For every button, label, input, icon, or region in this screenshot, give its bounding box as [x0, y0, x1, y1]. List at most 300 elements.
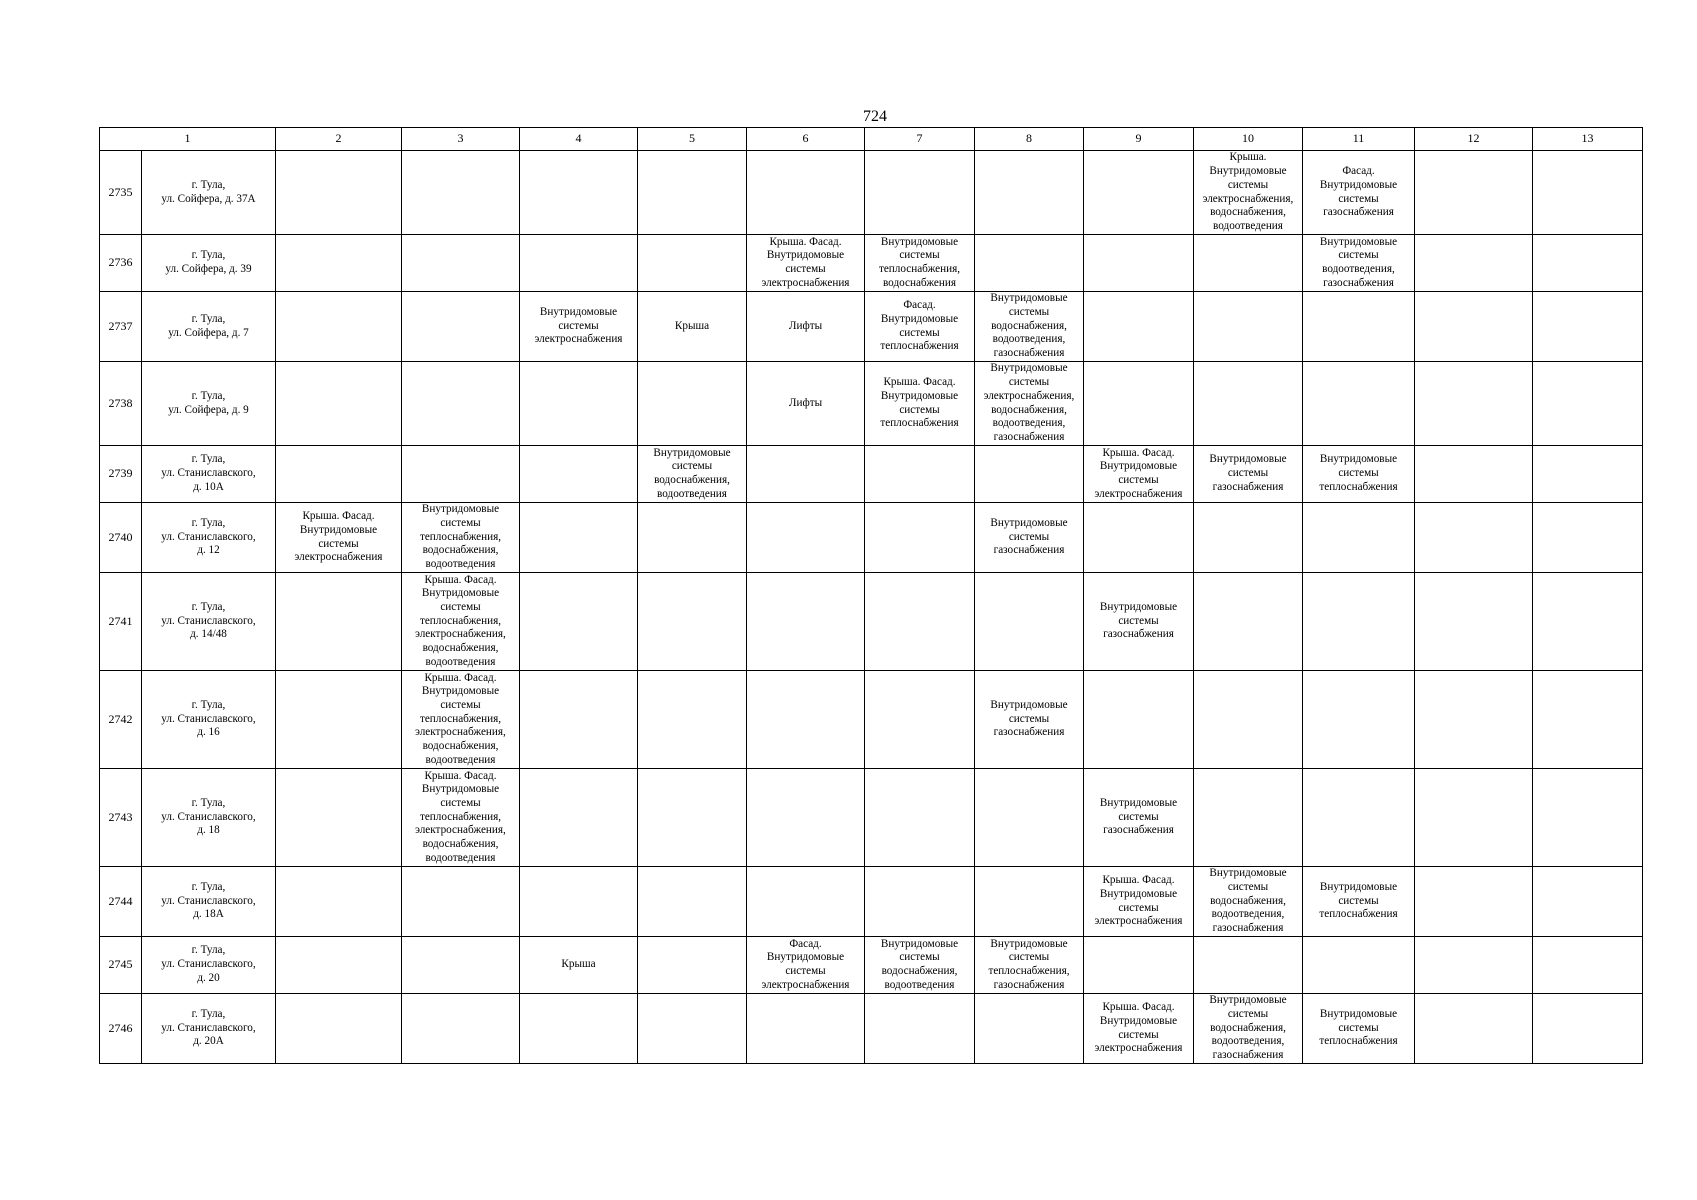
- cell-line: водоснабжения,: [991, 319, 1067, 332]
- work-cell-col-6: [747, 503, 865, 573]
- work-cell-col-11: [1303, 446, 1415, 503]
- work-cell-col-8: [975, 867, 1084, 937]
- cell-line: электроснабжения: [761, 276, 850, 289]
- table-row: [100, 362, 1643, 446]
- work-cell-col-7: [865, 362, 975, 446]
- work-cell-col-11: [1303, 235, 1415, 292]
- cell-line: газоснабжения: [1103, 628, 1174, 641]
- cell-line: системы: [1008, 712, 1050, 725]
- work-cell-col-7: [865, 235, 975, 292]
- cell-line: системы: [671, 460, 713, 473]
- cell-line: Фасад.: [1342, 165, 1375, 178]
- cell-line: газоснабжения: [1323, 276, 1394, 289]
- work-cell-col-11: [1303, 671, 1415, 769]
- cell-line: д. 16: [197, 726, 220, 739]
- work-cell-col-6: [747, 446, 865, 503]
- work-cell-col-9: [1084, 671, 1194, 769]
- work-cell-col-3: [402, 867, 520, 937]
- work-cell-col-8: [975, 292, 1084, 362]
- cell-line: г. Тула,: [191, 312, 226, 325]
- cell-line: системы: [1227, 178, 1269, 191]
- work-cell-col-12: [1415, 994, 1533, 1064]
- cell-line: водоснабжения,: [1210, 894, 1286, 907]
- table-row: [100, 151, 1643, 235]
- work-cell-col-4: [520, 671, 638, 769]
- cell-line: газоснабжения: [1212, 480, 1284, 493]
- cell-line: Крыша. Фасад.: [769, 235, 842, 248]
- work-cell-col-3: [402, 769, 520, 867]
- cell-line: системы: [1008, 530, 1050, 543]
- cell-line: водоснабжения,: [422, 838, 499, 851]
- cell-line: Крыша. Фасад.: [1102, 874, 1175, 887]
- work-cell-col-2: [276, 994, 402, 1064]
- cell-line: газоснабжения: [1212, 1049, 1284, 1062]
- cell-line: ул. Станиславского,: [161, 614, 256, 627]
- work-cell-col-13: [1533, 671, 1643, 769]
- cell-line: Крыша. Фасад.: [883, 376, 956, 389]
- cell-line: ул. Сойфера, д. 9: [168, 403, 249, 416]
- work-cell-col-7: [865, 769, 975, 867]
- cell-line: электроснабжения: [1094, 915, 1183, 928]
- cell-line: ул. Станиславского,: [161, 467, 256, 480]
- cell-line: г. Тула,: [191, 600, 226, 613]
- work-cell-col-6: [747, 573, 865, 671]
- repair-schedule-table: [99, 127, 1643, 1064]
- cell-line: теплоснабжения,: [419, 614, 502, 627]
- work-cell-col-11: [1303, 994, 1415, 1064]
- cell-line: теплоснабжения,: [988, 965, 1070, 977]
- cell-line: г. Тула,: [191, 698, 226, 711]
- cell-line: Внутридомовые: [653, 446, 731, 459]
- cell-line: системы: [1338, 467, 1379, 480]
- cell-line: водоотведения,: [992, 333, 1066, 346]
- cell-line: Крыша. Фасад.: [424, 573, 497, 586]
- work-cell-col-10: [1194, 994, 1303, 1064]
- cell-line: водоснабжения,: [422, 740, 499, 753]
- cell-line: теплоснабжения,: [419, 530, 502, 543]
- work-cell-col-10: [1194, 235, 1303, 292]
- cell-line: водоотведения: [425, 558, 496, 571]
- work-cell-col-13: [1533, 362, 1643, 446]
- cell-line: электроснабжения,: [415, 726, 506, 739]
- work-cell-col-3: [402, 573, 520, 671]
- work-cell-col-3: [402, 446, 520, 503]
- row-number: 2742: [100, 671, 142, 769]
- work-cell-col-6: [747, 151, 865, 235]
- cell-line: Фасад.: [903, 299, 936, 312]
- work-cell-col-3: [402, 235, 520, 292]
- cell-line: Крыша. Фасад.: [302, 510, 375, 523]
- work-cell-col-6: [747, 362, 865, 446]
- work-cell-col-7: [865, 867, 975, 937]
- cell-line: д. 10А: [193, 480, 224, 493]
- cell-line: системы: [440, 600, 481, 613]
- work-cell-col-13: [1533, 151, 1643, 235]
- cell-line: г. Тула,: [191, 944, 226, 957]
- cell-line: системы: [1118, 614, 1159, 627]
- work-cell-col-3: [402, 503, 520, 573]
- work-cell-col-13: [1533, 503, 1643, 573]
- work-cell-col-8: [975, 503, 1084, 573]
- work-cell-col-7: [865, 573, 975, 671]
- cell-line: электроснабжения,: [415, 628, 506, 641]
- table-row: [100, 867, 1643, 937]
- work-cell-col-7: [865, 446, 975, 503]
- work-cell-col-6: [747, 769, 865, 867]
- work-cell-col-5: [638, 292, 747, 362]
- address-cell: [142, 362, 276, 446]
- work-cell-col-4: [520, 867, 638, 937]
- work-cell-col-2: [276, 573, 402, 671]
- row-number: 2741: [100, 573, 142, 671]
- cell-line: газоснабжения: [993, 347, 1065, 360]
- cell-line: водоотведения,: [1211, 1035, 1285, 1048]
- cell-line: электроснабжения,: [415, 824, 506, 837]
- work-cell-col-12: [1415, 671, 1533, 769]
- row-number: 2744: [100, 867, 142, 937]
- work-cell-col-4: [520, 446, 638, 503]
- cell-line: газоснабжения: [993, 726, 1065, 739]
- work-cell-col-8: [975, 151, 1084, 235]
- cell-line: Крыша: [674, 319, 710, 332]
- cell-line: теплоснабжения: [1319, 1035, 1398, 1048]
- column-header-4: 4: [520, 128, 638, 151]
- column-header-6: 6: [747, 128, 865, 151]
- work-cell-col-5: [638, 503, 747, 573]
- work-cell-col-4: [520, 362, 638, 446]
- work-cell-col-8: [975, 446, 1084, 503]
- cell-line: газоснабжения: [1212, 922, 1284, 935]
- cell-line: водоотведения: [1213, 219, 1283, 232]
- work-cell-col-2: [276, 235, 402, 292]
- cell-line: водоотведения: [425, 655, 496, 668]
- work-cell-col-11: [1303, 769, 1415, 867]
- work-cell-col-9: [1084, 151, 1194, 235]
- work-cell-col-12: [1415, 151, 1533, 235]
- column-header-8: 8: [975, 128, 1084, 151]
- cell-line: электроснабжения: [534, 333, 623, 346]
- work-cell-col-10: [1194, 503, 1303, 573]
- work-cell-col-12: [1415, 867, 1533, 937]
- row-number: 2737: [100, 292, 142, 362]
- work-cell-col-4: [520, 573, 638, 671]
- work-cell-col-6: [747, 867, 865, 937]
- cell-line: системы: [440, 796, 481, 809]
- cell-line: водоотведения: [425, 753, 496, 766]
- work-cell-col-13: [1533, 446, 1643, 503]
- cell-line: водоотведения: [657, 487, 727, 500]
- cell-line: системы: [899, 403, 940, 416]
- cell-line: системы: [318, 537, 359, 550]
- work-cell-col-9: [1084, 292, 1194, 362]
- cell-line: Внутридомовые: [299, 523, 378, 536]
- cell-line: системы: [1338, 894, 1379, 907]
- cell-line: Внутридомовые: [1319, 1007, 1398, 1020]
- work-cell-col-3: [402, 151, 520, 235]
- work-cell-col-5: [638, 994, 747, 1064]
- work-cell-col-9: [1084, 235, 1194, 292]
- cell-line: Внутридомовые: [1319, 235, 1398, 248]
- table-row: [100, 235, 1643, 292]
- row-number: 2743: [100, 769, 142, 867]
- cell-line: теплоснабжения,: [419, 712, 502, 725]
- work-cell-col-3: [402, 362, 520, 446]
- cell-line: Внутридомовые: [880, 312, 959, 325]
- cell-line: газоснабжения: [993, 430, 1065, 443]
- cell-line: г. Тула,: [191, 389, 226, 402]
- cell-line: Внутридомовые: [990, 516, 1068, 529]
- cell-line: системы: [1008, 376, 1050, 389]
- address-cell: [142, 671, 276, 769]
- work-cell-col-2: [276, 937, 402, 994]
- address-cell: [142, 867, 276, 937]
- work-cell-col-8: [975, 573, 1084, 671]
- cell-line: Фасад.: [789, 937, 822, 950]
- column-number-row: [100, 128, 1643, 151]
- cell-line: Крыша: [561, 958, 596, 971]
- work-cell-col-9: [1084, 994, 1194, 1064]
- cell-line: г. Тула,: [191, 1007, 226, 1020]
- address-cell: [142, 235, 276, 292]
- cell-line: водоотведения: [884, 978, 955, 991]
- work-cell-col-10: [1194, 292, 1303, 362]
- work-cell-col-9: [1084, 446, 1194, 503]
- cell-line: г. Тула,: [191, 516, 226, 529]
- cell-line: Внутридомовые: [1319, 178, 1398, 191]
- cell-line: Внутридомовые: [990, 937, 1068, 950]
- table-body: [100, 151, 1643, 1064]
- cell-line: д. 12: [197, 544, 220, 557]
- cell-line: системы: [440, 698, 481, 711]
- work-cell-col-11: [1303, 292, 1415, 362]
- cell-line: системы: [1338, 1021, 1379, 1034]
- column-header-5: 5: [638, 128, 747, 151]
- table-row: [100, 503, 1643, 573]
- work-cell-col-11: [1303, 503, 1415, 573]
- cell-line: ул. Сойфера, д. 37А: [161, 192, 256, 205]
- cell-line: водоснабжения,: [422, 642, 499, 655]
- cell-line: газоснабжения: [1103, 824, 1174, 837]
- column-header-10: 10: [1194, 128, 1303, 151]
- cell-line: электроснабжения: [1094, 487, 1183, 500]
- cell-line: системы: [1338, 192, 1379, 205]
- work-cell-col-3: [402, 671, 520, 769]
- work-cell-col-12: [1415, 503, 1533, 573]
- cell-line: теплоснабжения,: [419, 810, 502, 823]
- cell-line: теплоснабжения: [1319, 480, 1398, 493]
- cell-line: газоснабжения: [1323, 206, 1394, 219]
- work-cell-col-5: [638, 362, 747, 446]
- cell-line: Крыша. Фасад.: [424, 769, 497, 782]
- work-cell-col-7: [865, 937, 975, 994]
- work-cell-col-9: [1084, 573, 1194, 671]
- cell-line: ул. Сойфера, д. 7: [168, 326, 249, 339]
- work-cell-col-8: [975, 362, 1084, 446]
- cell-line: водоснабжения,: [991, 403, 1067, 416]
- work-cell-col-5: [638, 235, 747, 292]
- table-row: [100, 292, 1643, 362]
- work-cell-col-5: [638, 446, 747, 503]
- work-cell-col-9: [1084, 867, 1194, 937]
- work-cell-col-8: [975, 937, 1084, 994]
- work-cell-col-13: [1533, 867, 1643, 937]
- work-cell-col-11: [1303, 867, 1415, 937]
- address-cell: [142, 573, 276, 671]
- row-number: 2745: [100, 937, 142, 994]
- work-cell-col-13: [1533, 292, 1643, 362]
- cell-line: водоснабжения,: [1210, 206, 1286, 219]
- cell-line: ул. Станиславского,: [161, 810, 256, 823]
- work-cell-col-12: [1415, 362, 1533, 446]
- work-cell-col-2: [276, 671, 402, 769]
- cell-line: системы: [899, 326, 940, 339]
- cell-line: ул. Сойфера, д. 39: [165, 263, 252, 275]
- work-cell-col-10: [1194, 769, 1303, 867]
- work-cell-col-4: [520, 994, 638, 1064]
- cell-line: ул. Станиславского,: [161, 958, 256, 971]
- cell-line: системы: [558, 319, 599, 332]
- cell-line: водоотведения,: [992, 417, 1066, 430]
- work-cell-col-12: [1415, 769, 1533, 867]
- cell-line: системы: [1008, 305, 1050, 318]
- work-cell-col-5: [638, 937, 747, 994]
- work-cell-col-4: [520, 151, 638, 235]
- cell-line: водоснабжения,: [654, 474, 730, 486]
- work-cell-col-13: [1533, 235, 1643, 292]
- cell-line: Внутридомовые: [1099, 460, 1178, 473]
- cell-line: теплоснабжения,: [878, 263, 961, 275]
- cell-line: д. 20А: [193, 1035, 224, 1048]
- cell-line: г. Тула,: [191, 453, 226, 466]
- work-cell-col-7: [865, 503, 975, 573]
- cell-line: системы: [1118, 810, 1159, 823]
- work-cell-col-6: [747, 937, 865, 994]
- cell-line: водоотведения: [425, 851, 496, 864]
- work-cell-col-7: [865, 671, 975, 769]
- cell-line: ул. Станиславского,: [161, 1021, 256, 1034]
- table-row: [100, 671, 1643, 769]
- cell-line: водоснабжения: [882, 276, 957, 289]
- work-cell-col-11: [1303, 937, 1415, 994]
- cell-line: г. Тула,: [191, 178, 226, 191]
- cell-line: г. Тула,: [191, 249, 226, 262]
- work-cell-col-6: [747, 292, 865, 362]
- work-cell-col-8: [975, 994, 1084, 1064]
- cell-line: Крыша. Фасад.: [1102, 1001, 1175, 1014]
- column-header-9: 9: [1084, 128, 1194, 151]
- work-cell-col-10: [1194, 671, 1303, 769]
- column-header-11: 11: [1303, 128, 1415, 151]
- work-cell-col-9: [1084, 937, 1194, 994]
- cell-line: Внутридомовые: [421, 685, 500, 698]
- cell-line: электроснабжения,: [1202, 192, 1294, 205]
- work-cell-col-7: [865, 292, 975, 362]
- address-cell: [142, 769, 276, 867]
- cell-line: Внутридомовые: [990, 292, 1068, 305]
- work-cell-col-13: [1533, 994, 1643, 1064]
- work-cell-col-9: [1084, 769, 1194, 867]
- work-cell-col-11: [1303, 573, 1415, 671]
- work-cell-col-13: [1533, 937, 1643, 994]
- cell-line: Внутридомовые: [421, 503, 500, 516]
- column-header-3: 3: [402, 128, 520, 151]
- column-header-2: 2: [276, 128, 402, 151]
- cell-line: ул. Станиславского,: [161, 894, 256, 907]
- work-cell-col-3: [402, 937, 520, 994]
- work-cell-col-10: [1194, 446, 1303, 503]
- cell-line: Внутридомовые: [421, 783, 500, 796]
- work-cell-col-12: [1415, 446, 1533, 503]
- address-cell: [142, 937, 276, 994]
- cell-line: теплоснабжения: [1319, 908, 1398, 921]
- cell-line: системы: [1008, 951, 1050, 964]
- cell-line: системы: [1227, 880, 1269, 893]
- cell-line: теплоснабжения: [880, 340, 959, 353]
- cell-line: Внутридомовые: [1099, 1014, 1178, 1027]
- cell-line: системы: [1118, 1028, 1159, 1041]
- cell-line: Внутридомовые: [1099, 600, 1178, 613]
- cell-line: теплоснабжения: [880, 417, 959, 430]
- cell-line: системы: [1227, 1007, 1269, 1020]
- cell-line: системы: [1118, 901, 1159, 914]
- cell-line: г. Тула,: [191, 796, 226, 809]
- cell-line: водоснабжения,: [422, 544, 499, 557]
- cell-line: Лифты: [788, 396, 823, 409]
- cell-line: ул. Станиславского,: [161, 712, 256, 725]
- work-cell-col-4: [520, 503, 638, 573]
- cell-line: водоотведения,: [1211, 908, 1285, 921]
- cell-line: Внутридомовые: [766, 951, 845, 964]
- work-cell-col-10: [1194, 937, 1303, 994]
- work-cell-col-5: [638, 671, 747, 769]
- cell-line: д. 18: [197, 824, 220, 837]
- cell-line: Внутридомовые: [880, 235, 959, 248]
- cell-line: Внутридомовые: [880, 937, 959, 950]
- cell-line: Внутридомовые: [421, 587, 500, 600]
- work-cell-col-5: [638, 867, 747, 937]
- cell-line: Внутридомовые: [990, 362, 1068, 375]
- cell-line: Внутридомовые: [880, 389, 959, 402]
- cell-line: д. 14/48: [190, 628, 227, 641]
- cell-line: электроснабжения: [761, 978, 850, 991]
- work-cell-col-2: [276, 292, 402, 362]
- cell-line: системы: [899, 951, 940, 964]
- work-cell-col-2: [276, 151, 402, 235]
- work-cell-col-5: [638, 769, 747, 867]
- cell-line: Внутридомовые: [990, 698, 1068, 711]
- cell-line: Крыша.: [1229, 151, 1267, 164]
- work-cell-col-7: [865, 151, 975, 235]
- work-cell-col-13: [1533, 769, 1643, 867]
- work-cell-col-4: [520, 769, 638, 867]
- row-number: 2746: [100, 994, 142, 1064]
- cell-line: г. Тула,: [191, 880, 226, 893]
- cell-line: Лифты: [788, 319, 823, 332]
- work-cell-col-2: [276, 362, 402, 446]
- cell-line: системы: [899, 249, 940, 262]
- cell-line: электроснабжения,: [983, 389, 1075, 402]
- work-cell-col-12: [1415, 573, 1533, 671]
- work-cell-col-10: [1194, 151, 1303, 235]
- cell-line: системы: [785, 263, 826, 275]
- work-cell-col-2: [276, 769, 402, 867]
- cell-line: водоотведения,: [1322, 263, 1395, 275]
- work-cell-col-13: [1533, 573, 1643, 671]
- cell-line: системы: [1338, 249, 1379, 262]
- cell-line: Внутридомовые: [1099, 796, 1178, 809]
- cell-line: газоснабжения: [993, 544, 1065, 557]
- cell-line: ул. Станиславского,: [161, 530, 256, 543]
